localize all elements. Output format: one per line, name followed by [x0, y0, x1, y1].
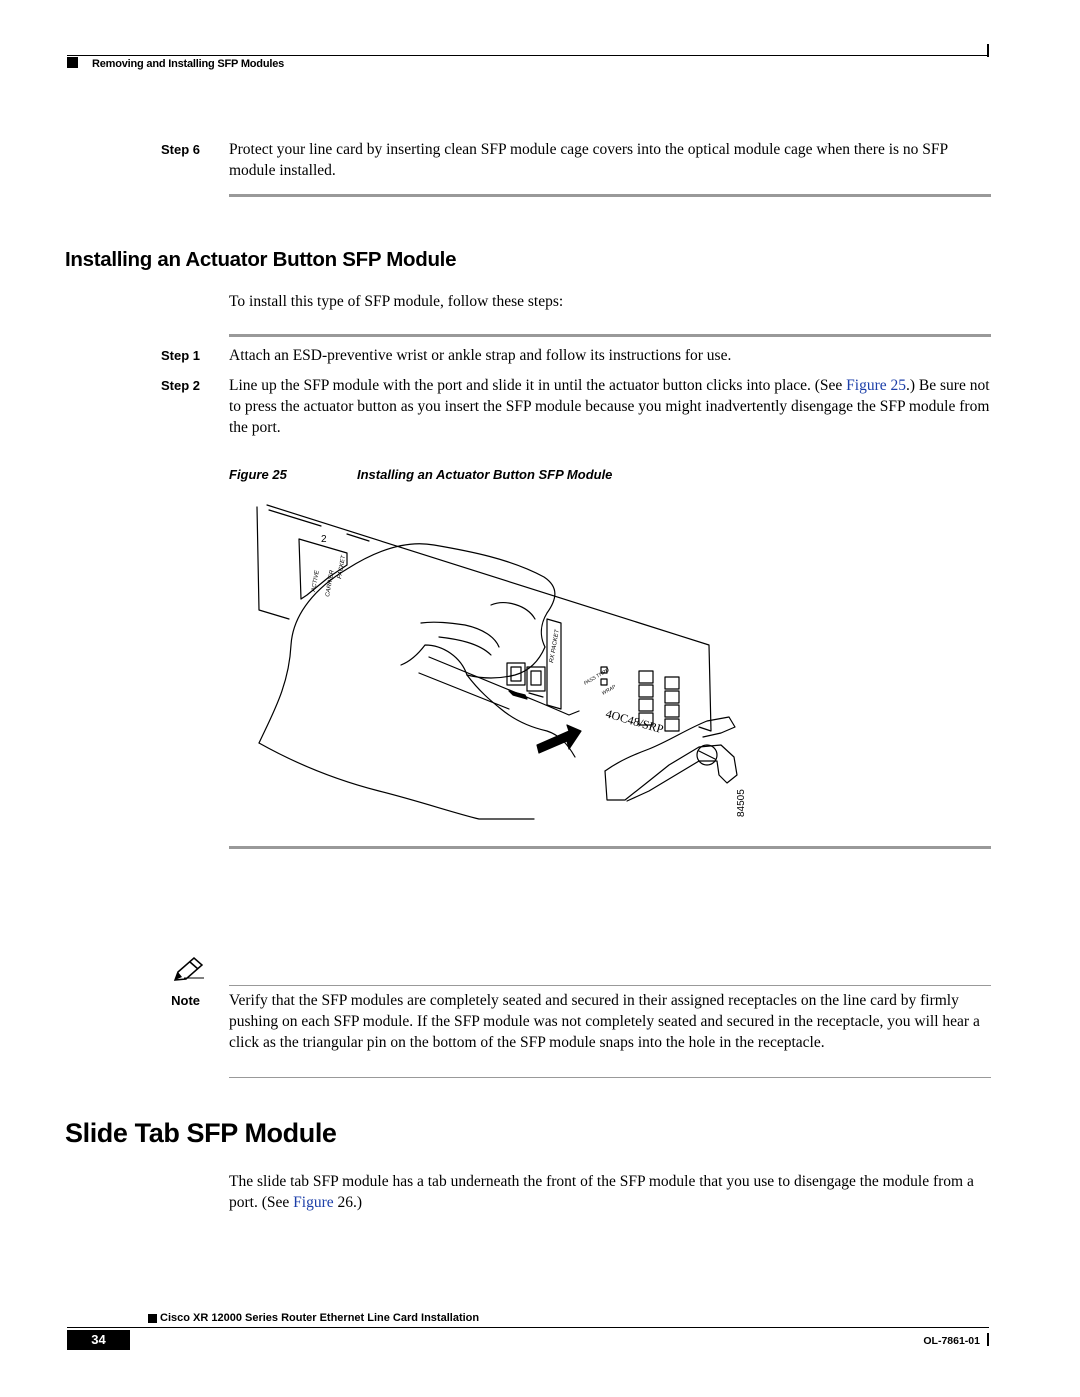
note-text: Verify that the SFP modules are completely seated and secured in their assigned receptacles on the line card by firmly pushing on each SFP module. If the SFP module was not completely seated and secured in the receptacle, you will hear a click as the triangular pin on the bottom of the SFP module snaps into the hole in the receptacle.	[229, 992, 980, 1051]
step-2-text-part: .) Be sure not to press the actuator button as you insert the SFP module because you might inadvertently disengage the SFP module from the port.	[229, 377, 990, 436]
sfp-module-left	[507, 663, 525, 685]
note-bottom-rule	[229, 1077, 991, 1078]
running-header: Removing and Installing SFP Modules	[92, 58, 285, 70]
footer-marker	[148, 1314, 157, 1323]
hand-outline	[259, 544, 555, 743]
figure-25-link[interactable]: Figure 25	[846, 377, 907, 394]
pass-thru-label: PASS THRU	[583, 667, 611, 687]
step-6-label: Step 6	[160, 142, 200, 157]
figure-26-link[interactable]: Figure	[293, 1194, 334, 1211]
footer-tick-mark	[987, 1333, 989, 1346]
header-rule	[67, 55, 989, 56]
step-1-label: Step 1	[160, 348, 200, 363]
status-led	[665, 705, 679, 717]
slot-number: 2	[321, 534, 327, 545]
status-led	[665, 691, 679, 703]
note-label: Note	[171, 993, 200, 1008]
step-2-text-part: Line up the SFP module with the port and slide it in until the actuator button clicks into place. (See	[229, 377, 847, 394]
hand-lower-edge	[259, 743, 534, 819]
status-led	[665, 677, 679, 689]
step-6-text: Protect your line card by inserting clean SFP module cage covers into the optical module cage when there is no SFP module installed.	[229, 141, 948, 179]
status-led	[639, 685, 653, 697]
header-marker	[67, 57, 78, 68]
figure-number: Figure 25	[229, 467, 287, 482]
led-active-label: ACTIVE	[311, 569, 321, 593]
wrap-label: WRAP	[601, 684, 617, 697]
actuator-button	[509, 691, 527, 699]
status-led	[639, 671, 653, 683]
led-packet-label: PACKET	[337, 555, 348, 580]
slide-tab-text-part: The slide tab SFP module has a tab underneath the front of the SFP module that you use to disengage the module from a port. (See	[229, 1173, 974, 1211]
slide-tab-heading: Slide Tab SFP Module	[65, 1118, 337, 1148]
art-id-label: 84505	[736, 789, 747, 817]
step-end-rule	[229, 194, 991, 197]
status-led	[639, 699, 653, 711]
step-2-label: Step 2	[160, 378, 200, 393]
insertion-arrow	[537, 725, 581, 753]
slide-tab-text-part: 26.)	[333, 1194, 363, 1211]
section-intro: To install this type of SFP module, follow these steps:	[229, 293, 564, 310]
status-led	[665, 719, 679, 731]
card-name-label: 4OC48/SRP	[604, 706, 666, 737]
footer-book-title: Cisco XR 12000 Series Router Ethernet Line Card Installation	[160, 1312, 480, 1324]
step-1-text: Attach an ESD-preventive wrist or ankle strap and follow its instructions for use.	[229, 347, 732, 364]
figure-end-rule	[229, 846, 991, 849]
led-carrier-label: CARRIER	[325, 569, 336, 598]
section-heading: Installing an Actuator Button SFP Module	[65, 248, 457, 271]
rx-packet-label: RX PACKET	[549, 629, 561, 664]
document-number: OL-7861-01	[923, 1335, 980, 1347]
note-pencil-icon	[172, 956, 206, 984]
figure-caption: Installing an Actuator Button SFP Module	[357, 467, 613, 482]
note-top-rule	[229, 985, 991, 986]
step-2-text	[229, 375, 991, 438]
faceplate-left-edge	[257, 507, 289, 619]
figure-25-illustration	[229, 495, 769, 835]
slide-tab-text	[229, 1171, 991, 1213]
steps-start-rule	[229, 334, 991, 337]
page-number: 34	[67, 1330, 130, 1350]
footer-rule	[67, 1327, 989, 1328]
